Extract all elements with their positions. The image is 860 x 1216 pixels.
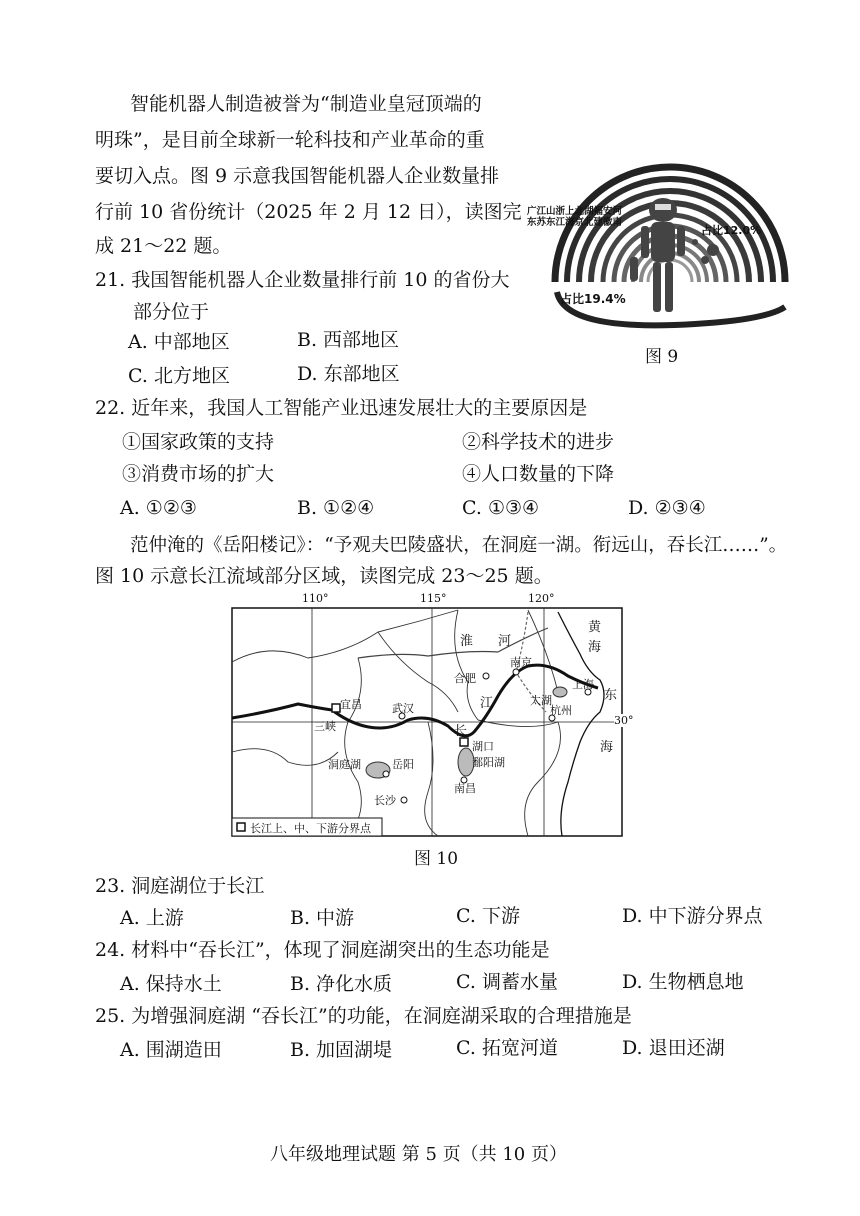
q22-option-c: C. ①③④ (462, 497, 540, 519)
map-label-jiang: 江 (480, 696, 494, 711)
map-label-hai-1: 海 (588, 640, 602, 655)
q22-item-1: ①国家政策的支持 (122, 431, 275, 453)
q24-stem: 24. 材料中“吞长江”，体现了洞庭湖突出的生态功能是 (95, 939, 550, 961)
map-label-yueyang: 岳阳 (392, 758, 414, 771)
map-label-chang: 长 (454, 724, 468, 739)
map-label-hai-2: 海 (600, 740, 614, 755)
map-label-nanchang: 南昌 (454, 782, 476, 795)
map-legend: 长江上、中、下游分界点 (250, 822, 371, 835)
q24-option-a: A. 保持水土 (120, 973, 222, 995)
intro-line-2: 明珠”，是目前全球新一轮科技和产业革命的重 (95, 129, 485, 151)
map-label-yichang: 宜昌 (340, 698, 362, 711)
figure-9-robot-province-chart (527, 92, 790, 332)
intro2-line-1: 范仲淹的《岳阳楼记》：“予观夫巴陵盛状，在洞庭一湖。衔远山，吞长江……”。 (130, 535, 788, 556)
fig9-province-row-2: 东苏东江海京北建徽南 (527, 217, 623, 228)
map-label-nanjing: 南京 (510, 656, 532, 669)
q21-option-d: D. 东部地区 (297, 363, 400, 385)
map-lon-120: 120° (528, 592, 555, 605)
q22-item-3: ③消费市场的扩大 (122, 463, 275, 485)
figure-9-caption: 图 9 (645, 347, 679, 367)
intro-line-3: 要切入点。图 9 示意我国智能机器人企业数量排 (95, 165, 500, 187)
q23-option-a: A. 上游 (120, 907, 184, 929)
map-lat-30: 30° (614, 714, 634, 727)
page-footer: 八年级地理试题 第 5 页（共 10 页） (270, 1144, 567, 1165)
map-label-hefei: 合肥 (454, 672, 476, 685)
map-label-sanxia: 三峡 (314, 720, 336, 733)
map-label-changsha: 长沙 (374, 794, 396, 807)
map-label-dongting: 洞庭湖 (328, 758, 361, 771)
figure-10-yangtze-map (228, 592, 634, 840)
q22-option-a: A. ①②③ (120, 497, 197, 519)
q21-option-a: A. 中部地区 (128, 331, 230, 353)
map-lon-110: 110° (302, 592, 329, 605)
fig9-label-19-percent: 占比19.4% (560, 292, 626, 306)
map-label-huai: 淮 (460, 634, 474, 649)
map-label-he: 河 (498, 634, 512, 649)
q23-option-c: C. 下游 (456, 905, 520, 927)
map-label-dong: 东 (604, 688, 618, 703)
map-label-shanghai: 上海 (572, 678, 594, 691)
map-label-poyang: 鄱阳湖 (472, 756, 505, 769)
q22-option-b: B. ①②④ (297, 497, 375, 519)
figure-10-caption: 图 10 (414, 849, 459, 869)
q22-item-2: ②科学技术的进步 (462, 431, 615, 453)
q25-stem: 25. 为增强洞庭湖 “吞长江”的功能，在洞庭湖采取的合理措施是 (95, 1005, 632, 1027)
q22-stem: 22. 近年来，我国人工智能产业迅速发展壮大的主要原因是 (95, 397, 588, 419)
q22-item-4: ④人口数量的下降 (462, 463, 615, 485)
intro2-line-2: 图 10 示意长江流域部分区域，读图完成 23～25 题。 (95, 565, 553, 587)
q23-stem: 23. 洞庭湖位于长江 (95, 875, 265, 897)
fig9-province-row-1: 广江山浙上北湖福安河 (527, 206, 623, 217)
q21-option-c: C. 北方地区 (128, 365, 230, 387)
q25-option-d: D. 退田还湖 (622, 1037, 725, 1059)
intro-line-4: 行前 10 省份统计（2025 年 2 月 12 日），读图完 (95, 201, 522, 223)
q24-option-b: B. 净化水质 (290, 973, 393, 995)
fig9-label-12-percent: 占比12.0% (701, 224, 762, 237)
map-label-wuhan: 武汉 (392, 702, 414, 715)
q21-stem-line-1: 21. 我国智能机器人企业数量排行前 10 的省份大 (95, 269, 510, 291)
map-lon-115: 115° (420, 592, 447, 605)
intro-line-1: 智能机器人制造被誉为“制造业皇冠顶端的 (130, 93, 482, 115)
q21-stem-line-2: 部分位于 (133, 301, 210, 323)
map-label-taihu: 太湖 (530, 694, 552, 707)
q25-option-a: A. 围湖造田 (120, 1039, 222, 1061)
intro-line-5: 成 21～22 题。 (95, 235, 232, 257)
map-label-hangzhou: 杭州 (550, 704, 572, 717)
q24-option-d: D. 生物栖息地 (622, 971, 744, 993)
map-label-huang: 黄 (588, 620, 602, 635)
q23-option-b: B. 中游 (290, 907, 355, 929)
q23-option-d: D. 中下游分界点 (622, 905, 763, 927)
q24-option-c: C. 调蓄水量 (456, 971, 558, 993)
q25-option-b: B. 加固湖堤 (290, 1039, 393, 1061)
q22-option-d: D. ②③④ (628, 497, 706, 519)
q21-option-b: B. 西部地区 (297, 329, 400, 351)
q25-option-c: C. 拓宽河道 (456, 1037, 558, 1059)
map-label-hukou: 湖口 (472, 740, 494, 753)
